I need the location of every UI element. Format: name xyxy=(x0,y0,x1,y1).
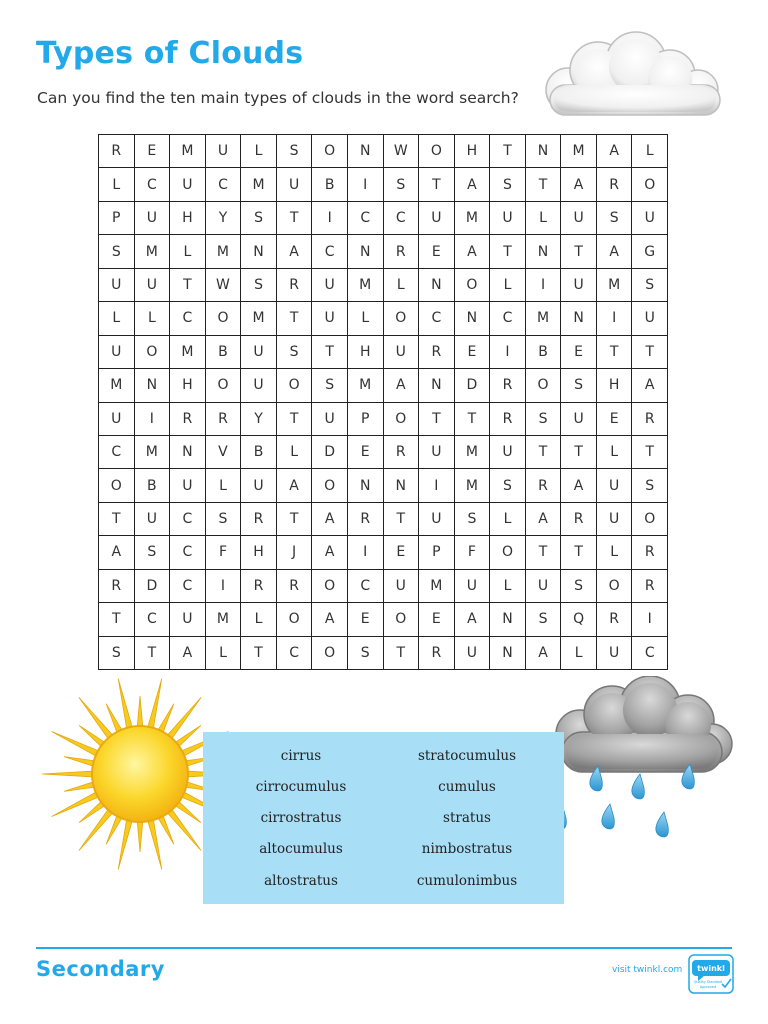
grid-cell: S xyxy=(490,168,526,201)
grid-cell: C xyxy=(135,168,171,201)
grid-cell: I xyxy=(419,469,455,502)
grid-cell: T xyxy=(455,403,491,436)
rain-cloud-icon xyxy=(540,676,740,841)
grid-cell: C xyxy=(348,570,384,603)
grid-cell: U xyxy=(597,503,633,536)
sun-ray xyxy=(165,697,201,741)
grid-cell: N xyxy=(561,302,597,335)
grid-cell: Q xyxy=(561,603,597,636)
grid-cell: I xyxy=(135,403,171,436)
grid-cell: T xyxy=(561,436,597,469)
grid-cell: L xyxy=(526,202,562,235)
grid-cell: O xyxy=(455,269,491,302)
grid-cell: E xyxy=(135,135,171,168)
grid-cell: L xyxy=(490,503,526,536)
grid-cell: O xyxy=(206,302,242,335)
grid-cell: L xyxy=(561,637,597,670)
grid-cell: C xyxy=(170,503,206,536)
grid-cell: R xyxy=(490,403,526,436)
grid-cell: T xyxy=(561,536,597,569)
grid-cell: C xyxy=(632,637,668,670)
word-list-item: altocumulus xyxy=(259,841,343,857)
grid-cell: P xyxy=(99,202,135,235)
grid-cell: T xyxy=(490,135,526,168)
grid-cell: M xyxy=(597,269,633,302)
grid-cell: T xyxy=(99,503,135,536)
grid-cell: O xyxy=(632,168,668,201)
grid-cell: T xyxy=(419,403,455,436)
grid-cell: I xyxy=(206,570,242,603)
grid-cell: U xyxy=(312,403,348,436)
grid-cell: I xyxy=(348,536,384,569)
grid-cell: U xyxy=(135,202,171,235)
grid-cell: S xyxy=(348,637,384,670)
word-list-item: cirrocumulus xyxy=(255,779,347,795)
sun-ray xyxy=(79,806,115,850)
grid-cell: A xyxy=(597,235,633,268)
grid-cell: A xyxy=(455,168,491,201)
page-title: Types of Clouds xyxy=(36,36,304,71)
grid-cell: L xyxy=(170,235,206,268)
grid-cell: U xyxy=(170,469,206,502)
grid-cell: T xyxy=(277,202,313,235)
grid-cell: O xyxy=(277,369,313,402)
grid-cell: A xyxy=(455,235,491,268)
grid-cell: O xyxy=(312,469,348,502)
grid-cell: O xyxy=(384,403,420,436)
grid-cell: L xyxy=(490,269,526,302)
grid-cell: M xyxy=(206,235,242,268)
grid-cell: I xyxy=(526,269,562,302)
grid-cell: R xyxy=(206,403,242,436)
grid-cell: E xyxy=(561,336,597,369)
grid-cell: Y xyxy=(206,202,242,235)
grid-cell: M xyxy=(170,135,206,168)
grid-cell: H xyxy=(170,202,206,235)
grid-cell: F xyxy=(455,536,491,569)
grid-cell: H xyxy=(241,536,277,569)
grid-cell: N xyxy=(348,235,384,268)
grid-cell: I xyxy=(632,603,668,636)
grid-cell: S xyxy=(384,168,420,201)
grid-cell: A xyxy=(277,469,313,502)
grid-cell: T xyxy=(277,302,313,335)
grid-cell: B xyxy=(206,336,242,369)
grid-cell: U xyxy=(170,168,206,201)
grid-cell: C xyxy=(312,235,348,268)
grid-cell: G xyxy=(632,235,668,268)
grid-cell: N xyxy=(419,369,455,402)
grid-cell: U xyxy=(455,637,491,670)
word-list-item: cumulus xyxy=(438,779,496,795)
word-list-item: stratus xyxy=(443,810,491,826)
grid-cell: U xyxy=(455,570,491,603)
grid-cell: U xyxy=(99,269,135,302)
grid-cell: M xyxy=(419,570,455,603)
grid-cell: D xyxy=(312,436,348,469)
grid-cell: C xyxy=(419,302,455,335)
grid-cell: U xyxy=(490,436,526,469)
grid-cell: O xyxy=(526,369,562,402)
page-subtitle: Can you find the ten main types of clouds in the word search? xyxy=(37,89,519,107)
grid-cell: C xyxy=(206,168,242,201)
grid-cell: A xyxy=(99,536,135,569)
grid-cell: M xyxy=(135,436,171,469)
grid-cell: T xyxy=(384,503,420,536)
twinkl-badge-icon xyxy=(688,954,734,994)
grid-cell: T xyxy=(135,637,171,670)
grid-cell: M xyxy=(206,603,242,636)
grid-cell: U xyxy=(490,202,526,235)
grid-cell: E xyxy=(455,336,491,369)
grid-cell: S xyxy=(241,269,277,302)
grid-cell: E xyxy=(419,603,455,636)
grid-cell: M xyxy=(561,135,597,168)
grid-cell: U xyxy=(597,637,633,670)
grid-cell: R xyxy=(277,570,313,603)
grid-cell: B xyxy=(312,168,348,201)
grid-cell: N xyxy=(526,235,562,268)
grid-cell: S xyxy=(99,637,135,670)
word-search-grid xyxy=(98,134,668,670)
grid-cell: R xyxy=(632,536,668,569)
grid-cell: E xyxy=(348,436,384,469)
grid-cell: U xyxy=(170,603,206,636)
grid-cell: N xyxy=(348,135,384,168)
grid-cell: S xyxy=(561,570,597,603)
grid-cell: L xyxy=(135,302,171,335)
grid-cell: R xyxy=(170,403,206,436)
grid-cell: Y xyxy=(241,403,277,436)
word-list-item: cirrus xyxy=(280,748,322,764)
sun-ray xyxy=(165,806,201,850)
grid-cell: S xyxy=(490,469,526,502)
grid-cell: E xyxy=(419,235,455,268)
sun-ray xyxy=(118,816,133,869)
grid-cell: I xyxy=(348,168,384,201)
grid-cell: U xyxy=(241,336,277,369)
grid-cell: U xyxy=(632,302,668,335)
grid-cell: A xyxy=(561,168,597,201)
grid-cell: L xyxy=(206,637,242,670)
grid-cell: U xyxy=(384,570,420,603)
grid-cell: U xyxy=(597,469,633,502)
word-list-item: altostratus xyxy=(264,873,338,889)
grid-cell: T xyxy=(561,235,597,268)
grid-cell: S xyxy=(312,369,348,402)
grid-cell: L xyxy=(632,135,668,168)
grid-cell: U xyxy=(135,503,171,536)
grid-cell: U xyxy=(312,269,348,302)
grid-cell: O xyxy=(597,570,633,603)
grid-cell: U xyxy=(135,269,171,302)
grid-cell: A xyxy=(312,536,348,569)
grid-cell: O xyxy=(490,536,526,569)
grid-cell: R xyxy=(241,503,277,536)
grid-cell: A xyxy=(597,135,633,168)
grid-cell: O xyxy=(99,469,135,502)
grid-cell: L xyxy=(384,269,420,302)
grid-cell: U xyxy=(419,202,455,235)
grid-cell: S xyxy=(277,336,313,369)
grid-cell: N xyxy=(241,235,277,268)
grid-cell: R xyxy=(241,570,277,603)
grid-cell: M xyxy=(455,436,491,469)
grid-cell: S xyxy=(206,503,242,536)
word-list-item: cumulonimbus xyxy=(416,873,518,889)
grid-cell: O xyxy=(135,336,171,369)
grid-cell: C xyxy=(277,637,313,670)
svg-text:Approved: Approved xyxy=(699,985,717,989)
grid-cell: A xyxy=(312,603,348,636)
grid-cell: P xyxy=(348,403,384,436)
grid-cell: T xyxy=(490,235,526,268)
grid-cell: O xyxy=(384,603,420,636)
svg-text:Quality Standard: Quality Standard xyxy=(693,980,723,984)
grid-cell: B xyxy=(241,436,277,469)
grid-cell: L xyxy=(241,135,277,168)
grid-cell: S xyxy=(632,269,668,302)
grid-cell: T xyxy=(632,436,668,469)
grid-cell: A xyxy=(277,235,313,268)
grid-cell: M xyxy=(99,369,135,402)
grid-cell: T xyxy=(526,436,562,469)
grid-cell: O xyxy=(419,135,455,168)
word-list-item: stratocumulus xyxy=(417,748,517,764)
grid-cell: S xyxy=(632,469,668,502)
sun-ray xyxy=(137,818,143,852)
grid-cell: D xyxy=(455,369,491,402)
footer-brand: Secondary xyxy=(36,957,165,981)
grid-cell: U xyxy=(561,202,597,235)
grid-cell: N xyxy=(490,637,526,670)
grid-cell: O xyxy=(312,637,348,670)
grid-cell: S xyxy=(561,369,597,402)
grid-cell: C xyxy=(170,302,206,335)
grid-cell: N xyxy=(455,302,491,335)
footer-divider xyxy=(36,947,732,949)
grid-cell: N xyxy=(384,469,420,502)
footer-link[interactable]: visit twinkl.com xyxy=(612,965,683,975)
grid-cell: L xyxy=(277,436,313,469)
grid-cell: T xyxy=(241,637,277,670)
grid-cell: T xyxy=(170,269,206,302)
grid-cell: R xyxy=(597,168,633,201)
grid-cell: T xyxy=(277,503,313,536)
grid-cell: R xyxy=(597,603,633,636)
grid-cell: N xyxy=(490,603,526,636)
grid-cell: R xyxy=(348,503,384,536)
grid-cell: R xyxy=(99,570,135,603)
grid-cell: R xyxy=(384,235,420,268)
grid-cell: T xyxy=(277,403,313,436)
grid-cell: M xyxy=(348,269,384,302)
grid-cell: L xyxy=(597,536,633,569)
grid-cell: U xyxy=(632,202,668,235)
grid-cell: I xyxy=(490,336,526,369)
grid-cell: F xyxy=(206,536,242,569)
grid-cell: P xyxy=(419,536,455,569)
grid-cell: T xyxy=(632,336,668,369)
grid-cell: L xyxy=(99,168,135,201)
grid-cell: V xyxy=(206,436,242,469)
grid-cell: M xyxy=(348,369,384,402)
grid-cell: M xyxy=(135,235,171,268)
grid-cell: E xyxy=(348,603,384,636)
grid-cell: L xyxy=(241,603,277,636)
grid-cell: T xyxy=(526,536,562,569)
sun-ray xyxy=(42,771,96,777)
sun-ray xyxy=(147,816,162,869)
grid-cell: R xyxy=(632,570,668,603)
grid-cell: S xyxy=(99,235,135,268)
grid-cell: U xyxy=(99,336,135,369)
grid-cell: M xyxy=(241,302,277,335)
grid-cell: O xyxy=(206,369,242,402)
grid-cell: M xyxy=(170,336,206,369)
grid-cell: C xyxy=(170,570,206,603)
grid-cell: S xyxy=(277,135,313,168)
grid-cell: E xyxy=(384,536,420,569)
grid-cell: R xyxy=(99,135,135,168)
grid-cell: U xyxy=(384,336,420,369)
grid-cell: L xyxy=(99,302,135,335)
grid-cell: E xyxy=(597,403,633,436)
grid-cell: M xyxy=(526,302,562,335)
word-list-item: cirrostratus xyxy=(260,810,342,826)
sun-ray xyxy=(147,678,162,731)
grid-cell: A xyxy=(526,637,562,670)
grid-cell: U xyxy=(561,269,597,302)
grid-cell: T xyxy=(597,336,633,369)
grid-cell: U xyxy=(277,168,313,201)
grid-cell: W xyxy=(206,269,242,302)
grid-cell: R xyxy=(419,336,455,369)
grid-cell: R xyxy=(632,403,668,436)
grid-cell: U xyxy=(241,369,277,402)
grid-cell: L xyxy=(490,570,526,603)
grid-cell: R xyxy=(490,369,526,402)
grid-cell: U xyxy=(561,403,597,436)
grid-cell: A xyxy=(561,469,597,502)
grid-cell: D xyxy=(135,570,171,603)
grid-cell: C xyxy=(490,302,526,335)
grid-cell: N xyxy=(348,469,384,502)
grid-cell: N xyxy=(135,369,171,402)
grid-cell: H xyxy=(170,369,206,402)
grid-cell: O xyxy=(312,135,348,168)
cloud-icon xyxy=(520,30,735,125)
grid-cell: C xyxy=(384,202,420,235)
grid-cell: R xyxy=(277,269,313,302)
grid-cell: S xyxy=(135,536,171,569)
grid-cell: C xyxy=(99,436,135,469)
grid-cell: M xyxy=(455,469,491,502)
grid-cell: A xyxy=(632,369,668,402)
grid-cell: A xyxy=(312,503,348,536)
grid-cell: T xyxy=(419,168,455,201)
grid-cell: U xyxy=(419,503,455,536)
grid-cell: C xyxy=(348,202,384,235)
grid-cell: U xyxy=(312,302,348,335)
grid-cell: M xyxy=(455,202,491,235)
sun-ray xyxy=(118,678,133,731)
grid-cell: A xyxy=(384,369,420,402)
sun-ray xyxy=(137,696,143,730)
grid-cell: I xyxy=(597,302,633,335)
grid-cell: L xyxy=(597,436,633,469)
grid-cell: A xyxy=(526,503,562,536)
grid-cell: S xyxy=(455,503,491,536)
grid-cell: M xyxy=(241,168,277,201)
grid-cell: C xyxy=(135,603,171,636)
grid-cell: I xyxy=(312,202,348,235)
grid-cell: T xyxy=(99,603,135,636)
grid-cell: N xyxy=(419,269,455,302)
grid-cell: U xyxy=(99,403,135,436)
grid-cell: A xyxy=(170,637,206,670)
grid-cell: H xyxy=(348,336,384,369)
grid-cell: C xyxy=(170,536,206,569)
grid-cell: R xyxy=(526,469,562,502)
word-list-item: nimbostratus xyxy=(421,841,513,857)
grid-cell: S xyxy=(241,202,277,235)
grid-cell: T xyxy=(526,168,562,201)
grid-cell: O xyxy=(384,302,420,335)
grid-cell: S xyxy=(526,603,562,636)
grid-cell: S xyxy=(526,403,562,436)
grid-cell: T xyxy=(312,336,348,369)
grid-cell: U xyxy=(526,570,562,603)
word-list-box xyxy=(203,732,564,904)
grid-cell: O xyxy=(277,603,313,636)
grid-cell: B xyxy=(135,469,171,502)
grid-cell: O xyxy=(632,503,668,536)
grid-cell: T xyxy=(384,637,420,670)
grid-cell: J xyxy=(277,536,313,569)
grid-cell: R xyxy=(384,436,420,469)
grid-cell: O xyxy=(312,570,348,603)
grid-cell: R xyxy=(419,637,455,670)
grid-cell: H xyxy=(597,369,633,402)
grid-cell: U xyxy=(206,135,242,168)
grid-cell: U xyxy=(419,436,455,469)
grid-cell: A xyxy=(455,603,491,636)
grid-cell: W xyxy=(384,135,420,168)
grid-cell: L xyxy=(348,302,384,335)
grid-cell: R xyxy=(561,503,597,536)
grid-cell: U xyxy=(241,469,277,502)
badge-name: twinkl xyxy=(697,964,725,973)
grid-cell: L xyxy=(206,469,242,502)
grid-cell: H xyxy=(455,135,491,168)
grid-cell: N xyxy=(526,135,562,168)
grid-cell: S xyxy=(597,202,633,235)
grid-cell: N xyxy=(170,436,206,469)
grid-cell: B xyxy=(526,336,562,369)
sun-ray xyxy=(79,697,115,741)
